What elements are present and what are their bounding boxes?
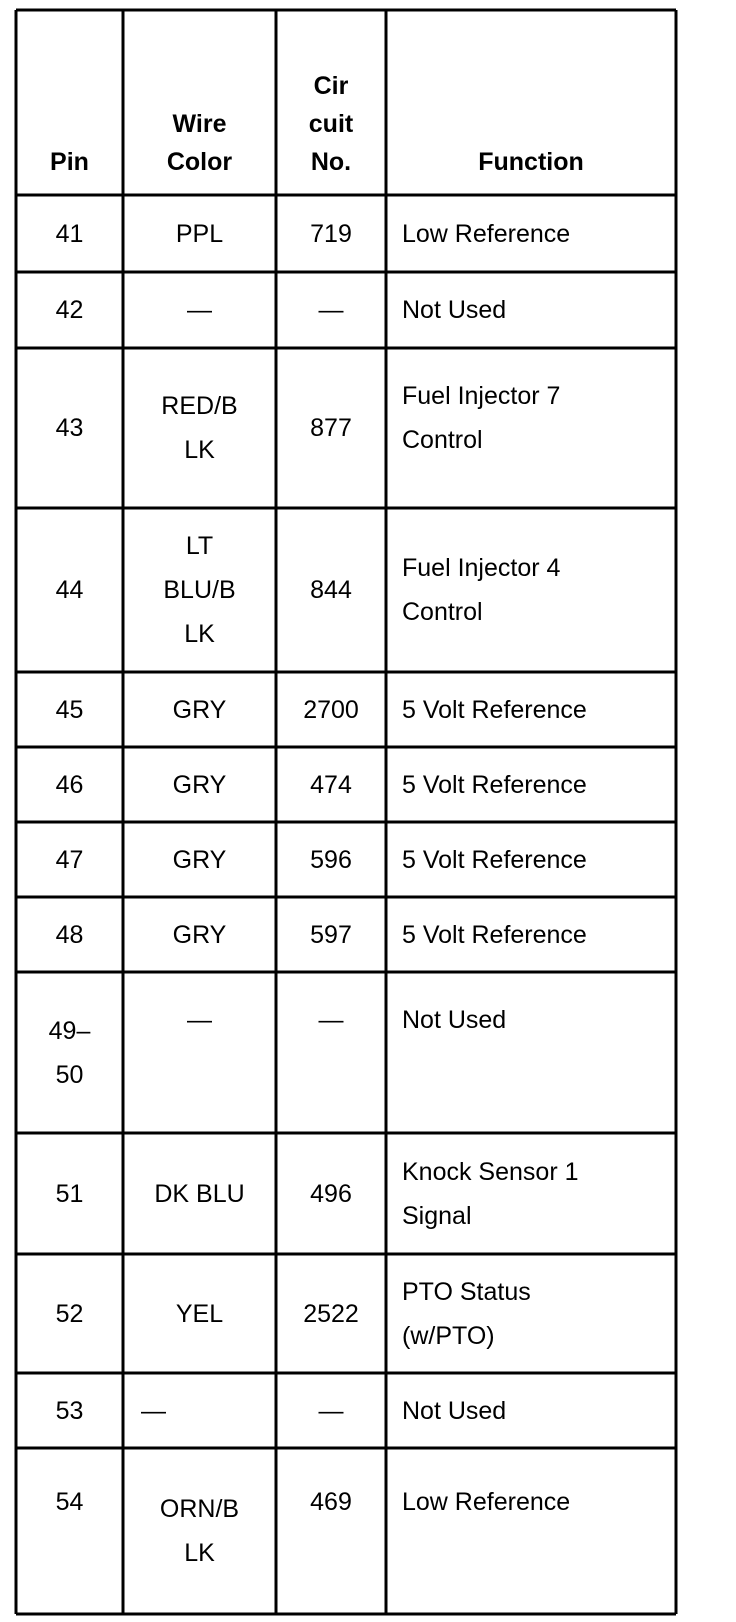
- wire-color-cell: PPL: [175, 219, 224, 248]
- pin-cell: 48: [55, 920, 84, 949]
- pin-cell: 43: [55, 414, 84, 442]
- pin-cell: 51: [55, 1179, 84, 1208]
- circuit-cell: 596: [310, 845, 352, 874]
- wire-color-cell: DK BLU: [154, 1179, 245, 1208]
- circuit-cell: —: [318, 1006, 344, 1034]
- circuit-cell: 2522: [303, 1299, 359, 1328]
- wire-color-cell: GRY: [172, 695, 227, 724]
- function-cell: 5 Volt Reference: [402, 845, 587, 874]
- circuit-cell: 719: [310, 219, 352, 248]
- pin-cell: 42: [55, 296, 84, 324]
- function-cell: Fuel Injector 7 Control: [402, 382, 561, 454]
- circuit-cell: 877: [310, 414, 352, 442]
- pin-cell: 53: [55, 1396, 84, 1425]
- circuit-cell: 844: [310, 576, 352, 604]
- circuit-cell: 2700: [303, 695, 359, 724]
- function-cell: 5 Volt Reference: [402, 920, 587, 949]
- wire-color-cell: —: [187, 1006, 212, 1034]
- header-wire-color: Wire Color: [166, 110, 233, 176]
- circuit-cell: 597: [310, 920, 352, 949]
- pin-cell: 44: [55, 576, 84, 604]
- function-cell: Fuel Injector 4 Control: [402, 554, 561, 626]
- function-cell: PTO Status (w/PTO): [402, 1277, 531, 1350]
- wire-color-cell: RED/B LK: [161, 392, 238, 464]
- circuit-cell: —: [318, 296, 344, 324]
- wire-color-cell: YEL: [175, 1299, 224, 1328]
- wire-color-cell: ORN/B LK: [159, 1495, 240, 1567]
- pin-cell: 54: [55, 1488, 84, 1516]
- pin-cell: 52: [55, 1299, 84, 1328]
- pin-cell: 47: [55, 845, 84, 874]
- wire-color-cell: GRY: [172, 920, 227, 949]
- wire-color-cell: —: [187, 296, 212, 324]
- function-cell: Not Used: [402, 296, 507, 324]
- function-cell: 5 Volt Reference: [402, 695, 587, 724]
- wire-color-cell: GRY: [172, 845, 227, 874]
- header-circuit-no: Cir cuit No.: [308, 72, 354, 176]
- circuit-cell: —: [318, 1396, 344, 1425]
- wire-color-cell: LT BLU/B LK: [163, 532, 236, 648]
- pin-cell: 46: [55, 770, 84, 799]
- circuit-cell: 496: [310, 1179, 352, 1208]
- function-cell: Low Reference: [402, 1488, 571, 1516]
- header-pin: Pin: [50, 148, 89, 176]
- wire-color-cell: —: [141, 1396, 166, 1425]
- function-cell: Low Reference: [402, 219, 571, 248]
- function-cell: Not Used: [402, 1396, 507, 1425]
- pin-cell: 49– 50: [48, 1016, 91, 1089]
- function-cell: 5 Volt Reference: [402, 770, 587, 799]
- pin-cell: 45: [55, 695, 84, 724]
- wire-color-cell: GRY: [172, 770, 227, 799]
- circuit-cell: 474: [310, 770, 352, 799]
- pin-cell: 41: [55, 219, 84, 248]
- circuit-cell: 469: [310, 1488, 352, 1516]
- function-cell: Not Used: [402, 1006, 507, 1034]
- function-cell: Knock Sensor 1 Signal: [402, 1157, 579, 1230]
- header-function: Function: [478, 148, 584, 176]
